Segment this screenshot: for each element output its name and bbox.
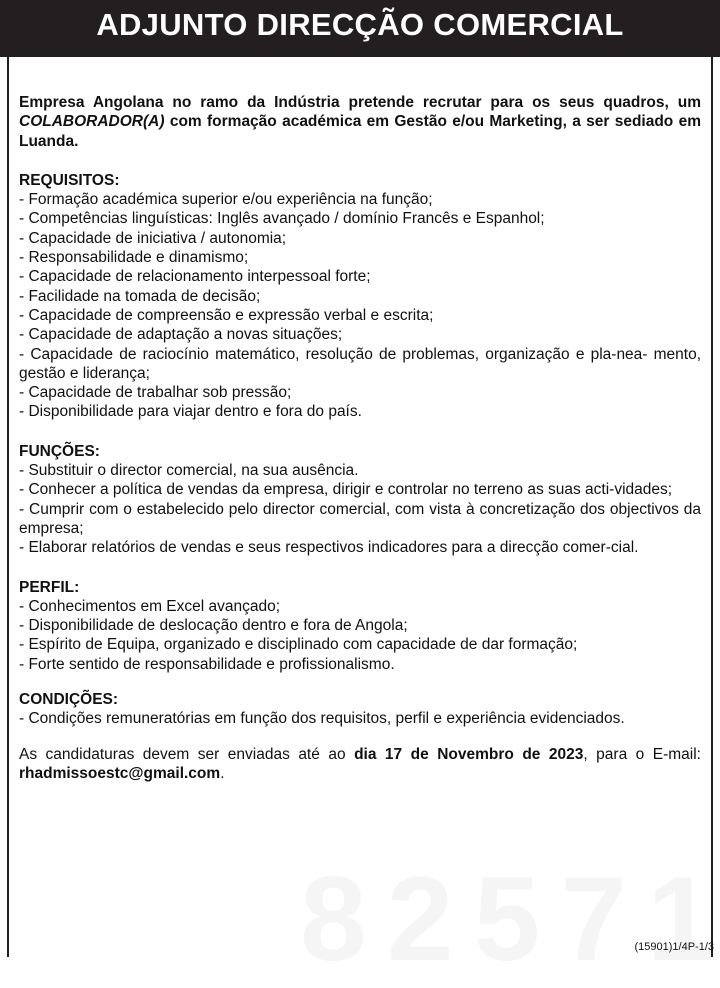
perfil-item: - Forte sentido de responsabilidade e profissionalismo. <box>19 655 395 673</box>
intro-text-start: Empresa Angolana no ramo da Indústria pretende recrutar para os seus quadros, um <box>19 94 701 111</box>
condicoes-section <box>19 690 701 729</box>
funcoes-heading: FUNÇÕES: <box>19 442 100 460</box>
requisito-item: - Capacidade de trabalhar sob pressão; <box>19 384 292 402</box>
funcoes-section <box>19 442 701 558</box>
application-instructions <box>19 745 701 784</box>
requisitos-section <box>19 171 701 422</box>
intro-text-end: com formação académica em Gestão e/ou Marketing, a ser sediado em Luanda. <box>19 113 701 150</box>
perfil-item: - Espírito de Equipa, organizado e disciplinado com capacidade de dar formação; <box>19 636 578 654</box>
funcao-item: - Elaborar relatórios de vendas e seus respectivos indicadores para a direcção comer-cial. <box>19 539 639 557</box>
funcao-item: - Cumprir com o estabelecido pelo director comercial, com vista à concretização dos objectivos da empresa; <box>19 500 701 537</box>
requisito-item: - Competências linguísticas: Inglês avançado / domínio Francês e Espanhol; <box>19 210 545 228</box>
application-text: , para o E-mail: <box>583 745 701 763</box>
intro-paragraph <box>19 93 701 151</box>
application-text: As candidaturas devem ser enviadas até ao <box>19 745 355 763</box>
page-title: ADJUNTO DIRECÇÃO COMERCIAL <box>0 0 720 57</box>
funcao-item: - Substituir o director comercial, na sua ausência. <box>19 462 359 480</box>
perfil-section <box>19 578 701 674</box>
perfil-item: - Disponibilidade de deslocação dentro e fora de Angola; <box>19 617 408 635</box>
requisito-item: - Capacidade de relacionamento interpessoal forte; <box>19 268 371 286</box>
funcao-item: - Conhecer a política de vendas da empresa, dirigir e controlar no terreno as suas acti-vidades; <box>19 481 673 499</box>
requisito-item: - Facilidade na tomada de decisão; <box>19 287 261 305</box>
application-text: . <box>220 764 225 782</box>
requisito-item: - Capacidade de adaptação a novas situações; <box>19 326 343 344</box>
ad-reference-code: (15901)1/4P-1/3 <box>634 941 714 953</box>
application-email[interactable]: rhadmissoestc@gmail.com <box>19 764 221 782</box>
application-deadline: dia 17 de Novembro de 2023 <box>354 745 584 763</box>
requisitos-heading: REQUISITOS: <box>19 171 120 189</box>
condicoes-heading: CONDIÇÕES: <box>19 691 119 709</box>
condicao-item: - Condições remuneratórias em função dos requisitos, perfil e experiência evidenciados. <box>19 710 625 728</box>
requisito-item: - Capacidade de iniciativa / autonomia; <box>19 229 287 247</box>
requisito-item: - Capacidade de raciocínio matemático, resolução de problemas, organização e pla-nea- mento, gestão e liderança; <box>19 345 701 382</box>
requisito-item: - Disponibilidade para viajar dentro e fora do país. <box>19 403 362 421</box>
ad-body <box>19 93 701 783</box>
perfil-item: - Conhecimentos em Excel avançado; <box>19 597 281 615</box>
requisito-item: - Responsabilidade e dinamismo; <box>19 249 249 267</box>
requisito-item: - Capacidade de compreensão e expressão verbal e escrita; <box>19 306 434 324</box>
intro-emphasis: COLABORADOR(A) <box>19 113 165 131</box>
perfil-heading: PERFIL: <box>19 578 80 596</box>
requisito-item: - Formação académica superior e/ou experiência na função; <box>19 191 433 209</box>
